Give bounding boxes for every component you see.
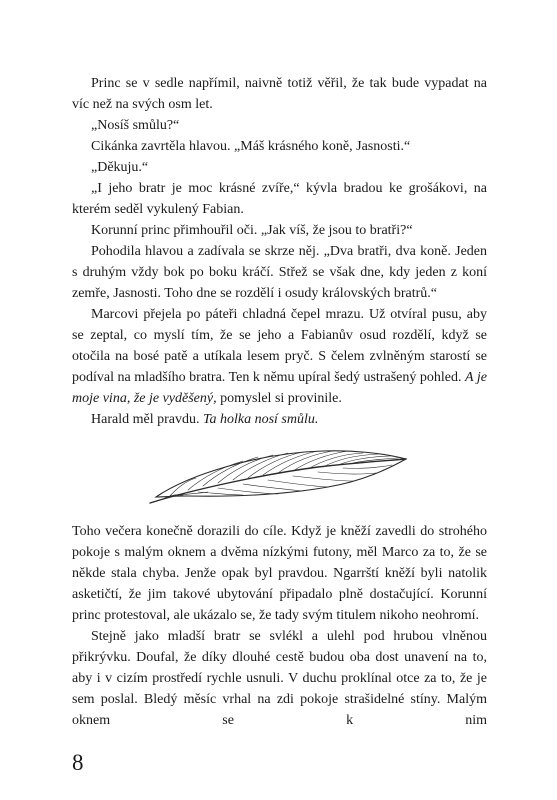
paragraph — [72, 157, 487, 178]
paragraph — [72, 73, 487, 115]
paragraph — [72, 521, 487, 626]
paragraph-text: Princ se v sedle napřímil, naivně totiž věřil, že tak bude vypadat na víc než na svých osm let. — [72, 76, 487, 112]
italic-text: A je moje vina, že je vyděšený, — [72, 370, 487, 406]
paragraph — [72, 304, 487, 409]
paragraph-text: „Děkuju.“ — [91, 160, 149, 175]
paragraph-text: Toho večera konečně dorazili do cíle. Když je kněží zavedli do strohého pokoje s malým oknem a dvěma nízkými futony, měl Marco za to, že se někde stala chyba. Jenže opak byl pravdou. Ngarrští kněží byli natolik asketičtí, že jim takové ubytování připadalo plně dostačující. Korunní princ protestoval, ale ukázalo se, že tady svým titulem nikoho neohromí. — [72, 524, 487, 623]
paragraph — [72, 178, 487, 220]
paragraph-text: Harald měl pravdu. — [91, 412, 203, 427]
paragraph-text: Marcovi přejela po páteři chladná čepel mrazu. Už otvíral pusu, aby se zeptal, co myslí tím, že se jeho a Fabianův osud rozdělí, když se otočila na bosé patě a utíkala lesem pryč. S čelem zvlněným starostí se podíval na mladšího bratra. Ten k němu upíral šedý ustrašený pohled. — [72, 307, 487, 385]
paragraph — [72, 409, 487, 430]
paragraph — [72, 626, 487, 731]
feather-divider-icon — [148, 445, 410, 507]
paragraph-text: Stejně jako mladší bratr se svlékl a ulehl pod hrubou vlněnou přikrývku. Doufal, že díky dlouhé cestě budou oba dost unavení na to, aby i v cizím prostředí rychle usnuli. V duchu proklínal otce za to, že je sem poslal. Bledý měsíc vrhal na zdi pokoje strašidelné stíny. Malým oknem se k nim — [72, 629, 487, 728]
paragraph-text: „I jeho bratr je moc krásné zvíře,“ kývla bradou ke grošákovi, na kterém seděl vykulený Fabian. — [72, 181, 487, 217]
page-number: 8 — [72, 750, 84, 775]
paragraph-text: Pohodila hlavou a zadívala se skrze něj. „Dva bratři, dva koně. Jeden s druhým vždy bok po boku kráčí. Střež se však dne, kdy jeden z koní zemře, Jasnosti. Toho dne se rozdělí i osudy královských bratrů.“ — [72, 244, 487, 301]
paragraph — [72, 115, 487, 136]
paragraph-text: pomyslel si provinile. — [216, 391, 342, 406]
text-section-2 — [72, 521, 487, 731]
paragraph-text: Korunní princ přimhouřil oči. „Jak víš, že jsou to bratři?“ — [91, 223, 413, 238]
paragraph — [72, 220, 487, 241]
paragraph-text: Cikánka zavrtěla hlavou. „Máš krásného koně, Jasnosti.“ — [91, 139, 411, 154]
paragraph — [72, 241, 487, 304]
italic-text: Ta holka nosí smůlu. — [202, 412, 319, 427]
paragraph — [72, 136, 487, 157]
paragraph-text: „Nosíš smůlu?“ — [91, 118, 180, 133]
text-section-1 — [72, 73, 487, 430]
